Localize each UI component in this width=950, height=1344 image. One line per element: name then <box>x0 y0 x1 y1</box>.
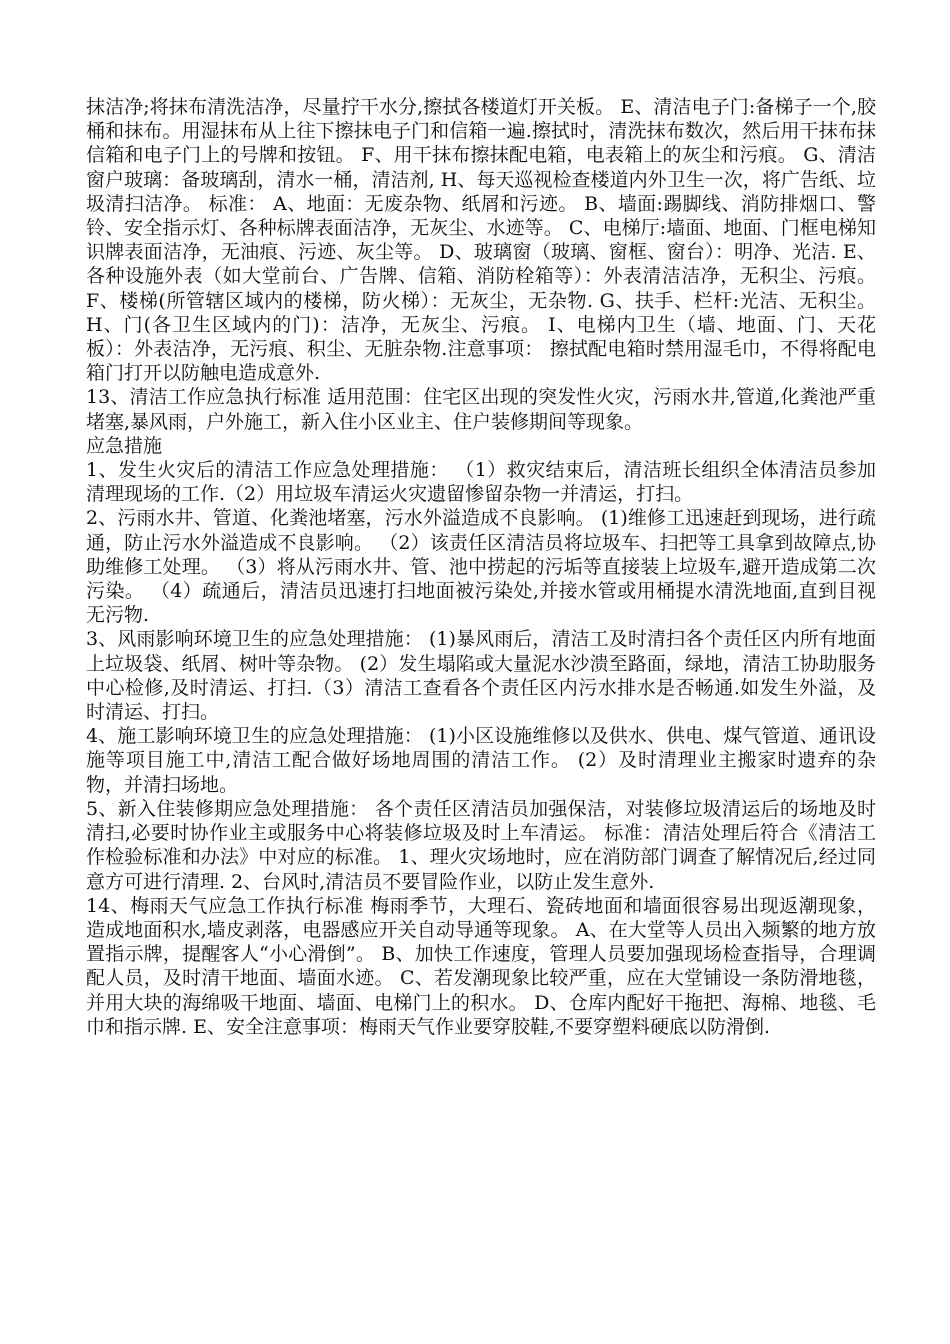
document-body <box>86 95 876 1039</box>
paragraph-cleaning-standards: 抹洁净;将抹布清洗洁净，尽量拧干水分,擦拭各楼道灯开关板。 E、清洁电子门:备梯子一个,胶桶和抹布。用湿抹布从上往下擦抹电子门和信箱一遍.擦拭时，清洗抹布数次，然后用干抹布抹信箱和电子门上的号牌和按钮。 F、用干抹布擦抹配电箱，电表箱上的灰尘和污痕。 G、清洁窗户玻璃：备玻璃刮，清水一桶，清洁剂, H、每天巡视检查楼道内外卫生一次，将广告纸、垃圾清扫洁净。 标准： A、地面：无废杂物、纸屑和污迹。 B、墙面:踢脚线、消防排烟口、警铃、安全指示灯、各种标牌表面洁净，无灰尘、水迹等。 C、电梯厅:墙面、地面、门框电梯知识牌表面洁净，无油痕、污迹、灰尘等。 D、玻璃窗（玻璃、窗框、窗台）：明净、光洁. E、各种设施外表（如大堂前台、广告牌、信箱、消防栓箱等）：外表清洁洁净，无积尘、污痕。 F、楼梯(所管辖区域内的楼梯，防火梯）：无灰尘，无杂物. G、扶手、栏杆:光洁、无积尘。 H、门(各卫生区域内的门)：洁净，无灰尘、污痕。 I、电梯内卫生（墙、地面、门、天花板）：外表洁净，无污痕、积尘、无脏杂物.注意事项： 擦拭配电箱时禁用湿毛巾，不得将配电箱门打开以防触电造成意外. <box>86 96 876 385</box>
paragraph-storm-measures: 3、风雨影响环境卫生的应急处理措施： (1)暴风雨后，清洁工及时清扫各个责任区内所有地面上垃圾袋、纸屑、树叶等杂物。 (2）发生塌陷或大量泥水沙溃至路面，绿地，清洁工协助服务中心检修,及时清运、打扫.（3）清洁工查看各个责任区内污水排水是否畅通.如发生外溢，及时清运、打扫。 <box>86 628 876 724</box>
paragraph-section-14-plum-rain: 14、梅雨天气应急工作执行标准 梅雨季节，大理石、瓷砖地面和墙面很容易出现返潮现象，造成地面积水,墙皮剥落，电器感应开关自动导通等现象。 A、在大堂等人员出入频繁的地方放置指示牌，提醒客人“小心滑倒”。 B、加快工作速度，管理人员要加强现场检查指导，合理调配人员，及时清干地面、墙面水迹。 C、若发潮现象比较严重，应在大堂铺设一条防滑地毯，并用大块的海绵吸干地面、墙面、电梯门上的积水。 D、仓库内配好干拖把、海棉、地毯、毛巾和指示牌. E、安全注意事项：梅雨天气作业要穿胶鞋,不要穿塑料硬底以防滑倒. <box>86 894 876 1038</box>
paragraph-sewer-blockage-measures: 2、污雨水井、管道、化粪池堵塞，污水外溢造成不良影响。 (1)维修工迅速赶到现场，进行疏通，防止污水外溢造成不良影响。 （2）该责任区清洁员将垃圾车、扫把等工具拿到故障点,协助维修工处理。 （3）将从污雨水井、管、池中捞起的污垢等直接装上垃圾车,避开造成第二次污染。 （4）疏通后，清洁员迅速打扫地面被污染处,并接水管或用桶提水清洗地面,直到目视无污物. <box>86 507 876 627</box>
paragraph-emergency-measures-heading: 应急措施 <box>86 434 163 457</box>
paragraph-fire-measures: 1、发生火灾后的清洁工作应急处理措施： （1）救灾结束后，清洁班长组织全体清洁员参加清理现场的工作.（2）用垃圾车清运火灾遗留惨留杂物一并清运，打扫。 <box>86 459 876 506</box>
paragraph-section-13-emergency-standard: 13、清洁工作应急执行标准 适用范围：住宅区出现的突发性火灾，污雨水井,管道,化粪池严重堵塞,暴风雨，户外施工，新入住小区业主、住户装修期间等现象。 <box>86 386 876 433</box>
paragraph-construction-measures: 4、施工影响环境卫生的应急处理措施： (1)小区设施维修以及供水、供电、煤气管道、通讯设施等项目施工中,清洁工配合做好场地周围的清洁工作。 (2）及时清理业主搬家时遗弃的杂物，并清扫场地。 <box>86 725 876 796</box>
paragraph-renovation-measures: 5、新入住装修期应急处理措施： 各个责任区清洁员加强保洁，对装修垃圾清运后的场地及时清扫,必要时协作业主或服务中心将装修垃圾及时上车清运。 标准：清洁处理后符合《清洁工作检验标准和办法》中对应的标准。 1、理火灾场地时，应在消防部门调查了解情况后,经过同意方可进行清理. 2、台风时,清洁员不要冒险作业，以防止发生意外. <box>86 797 876 893</box>
